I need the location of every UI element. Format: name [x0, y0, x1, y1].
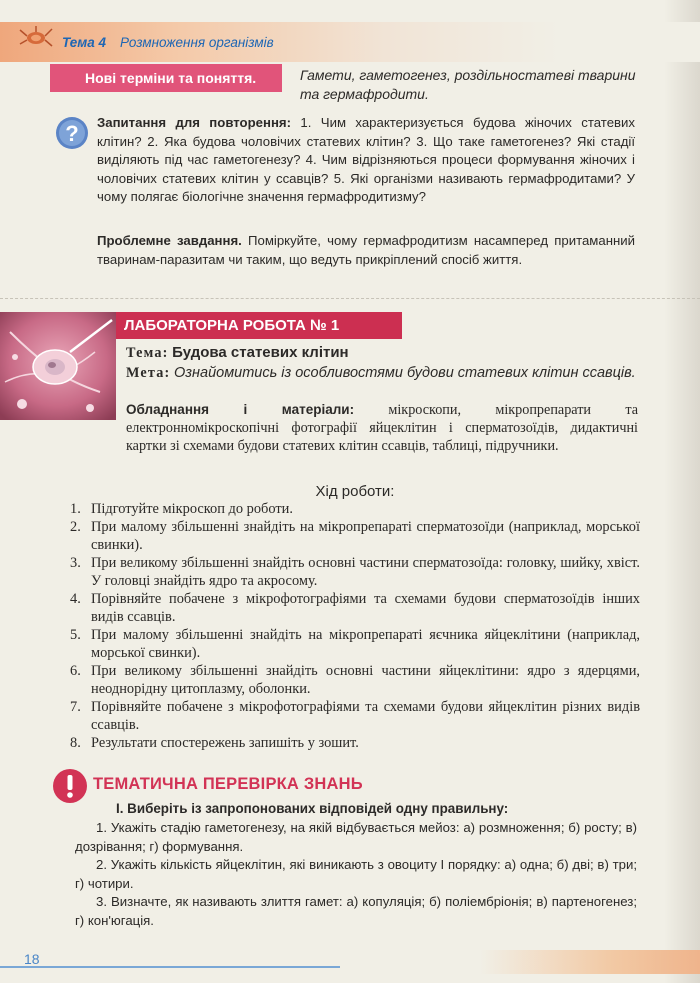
footer-band — [480, 950, 700, 974]
step-text: При малому збільшенні знайдіть на мікропрепараті сперматозоїди (наприклад, морської свинки). — [91, 519, 640, 553]
footer-rule — [0, 966, 340, 968]
new-terms-label: Нові терміни та поняття. — [50, 64, 282, 92]
lab-goal-label: Мета: — [126, 365, 171, 381]
procedure-steps — [70, 500, 640, 752]
topic-title: Розмноження організмів — [120, 35, 274, 50]
step-text: При малому збільшенні знайдіть на мікропрепараті яєчника яйцеклітини (наприклад, морської свинки). — [91, 627, 640, 661]
procedure-step — [70, 626, 640, 662]
svg-text:?: ? — [65, 121, 79, 146]
step-text: Підготуйте мікроскоп до роботи. — [91, 501, 293, 517]
lab-work-banner: ЛАБОРАТОРНА РОБОТА № 1 — [116, 312, 402, 339]
lab-goal — [126, 364, 642, 382]
lab-theme — [126, 344, 656, 362]
step-number: 7. — [70, 699, 81, 715]
step-number: 8. — [70, 735, 81, 751]
procedure-title: Хід роботи: — [315, 483, 395, 500]
knowledge-check-title: ТЕМАТИЧНА ПЕРЕВІРКА ЗНАНЬ — [93, 775, 363, 793]
step-text: Результати спостережень запишіть у зошит. — [91, 735, 359, 751]
problem-text: Поміркуйте, чому гермафродитизм насамперед притаманний тваринам-паразитам чи таким, що ведуть прикріплений спосіб життя. — [97, 233, 635, 267]
lab-theme-label: Тема: — [126, 345, 169, 361]
topic-number: Тема 4 — [62, 35, 106, 50]
step-text: При великому збільшенні знайдіть основні частини сперматозоїда: головку, шийку, хвіст. У головці знайдіть ядро та акросому. — [91, 555, 640, 589]
review-questions — [97, 114, 635, 207]
lab-theme-value: Будова статевих клітин — [172, 344, 349, 361]
procedure-step — [70, 518, 640, 554]
procedure-step — [70, 590, 640, 626]
lab-goal-value: Ознайомитись із особливостями будови статевих клітин ссавців. — [174, 365, 636, 381]
problem-task — [97, 232, 635, 269]
step-text: При великому збільшенні знайдіть основні частини яйцеклітини: ядро з ядерцями, неоднорідну цитоплазму, оболонки. — [91, 663, 640, 697]
problem-label: Проблемне завдання. — [97, 233, 242, 248]
step-number: 3. — [70, 555, 81, 571]
bug-icon — [18, 24, 54, 50]
section-divider — [0, 298, 700, 299]
new-terms-text: Гамети, гаметогенез, роздільностатеві тварини та гермафродити. — [300, 67, 636, 102]
procedure-step — [70, 734, 640, 752]
knowledge-check-subtitle: I. Виберіть із запропонованих відповідей одну правильну: — [116, 801, 509, 816]
lab-equipment-label: Обладнання і матеріали: — [126, 402, 355, 417]
review-label: Запитання для повторення: — [97, 115, 292, 130]
lab-equipment-value: мікроскопи, мікропрепарати та електронномікроскопічні фотографії яйцеклітин і сперматозоїдів, дидактичні картки зі схемами будови статевих клітин ссавців, таблиці, підручники. — [126, 402, 638, 454]
procedure-step — [70, 554, 640, 590]
exclamation-icon — [52, 768, 88, 804]
step-text: Порівняйте побачене з мікрофотографіями та схемами будови яйцеклітин різних видів ссавців. — [91, 699, 640, 733]
knowledge-check-questions — [75, 819, 637, 930]
question-item: 2. Укажіть кількість яйцеклітин, які виникають з овоциту I порядку: а) одна; б) дві; в) три; г) чотири. — [75, 857, 637, 891]
review-text: 1. Чим характеризується будова жіночих статевих клітин? 2. Яка будова чоловічих статевих клітин? 3. Що таке гаметогенез? Які стадії виділяють під час гаметогенезу? 4. Чим відрізняються процеси формування жіночих і чоловічих статевих клітин у ссавців? 5. Які організми називають гермафродитами? У чому полягає біологічне значення гермафродитизму? — [97, 115, 635, 205]
step-text: Порівняйте побачене з мікрофотографіями та схемами будови сперматозоїдів інших видів ссавців. — [91, 591, 640, 625]
step-number: 5. — [70, 627, 81, 643]
microscope-cell-illustration — [0, 312, 116, 420]
step-number: 2. — [70, 519, 81, 535]
procedure-step — [70, 662, 640, 698]
lab-equipment — [126, 401, 638, 455]
question-item: 1. Укажіть стадію гаметогенезу, на якій відбувається мейоз: а) розмноження; б) росту; в) дозрівання; г) формування. — [75, 820, 637, 854]
step-number: 4. — [70, 591, 81, 607]
page-number: 18 — [24, 951, 40, 967]
question-mark-icon — [55, 115, 89, 153]
step-number: 6. — [70, 663, 81, 679]
procedure-step — [70, 698, 640, 734]
step-number: 1. — [70, 501, 81, 517]
procedure-step — [70, 500, 640, 518]
question-item: 3. Визначте, як називають злиття гамет: а) копуляція; б) поліембріонія; в) партеногенез; г) кон'югація. — [75, 894, 637, 928]
